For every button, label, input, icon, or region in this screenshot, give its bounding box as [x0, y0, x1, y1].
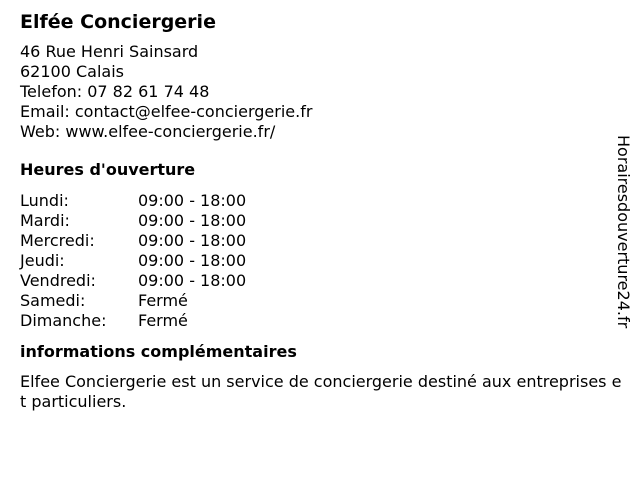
- hours-row-wednesday: [20, 231, 610, 251]
- hours-row-tuesday: [20, 211, 610, 231]
- hours-time: Fermé: [138, 291, 188, 310]
- hours-time: Fermé: [138, 311, 188, 330]
- hours-time: 09:00 - 18:00: [138, 191, 247, 210]
- hours-row-monday: [20, 191, 610, 211]
- hours-row-friday: [20, 271, 610, 291]
- hours-day: Vendredi:: [20, 271, 96, 290]
- email-address: Email: contact@elfee-conciergerie.fr: [20, 102, 313, 121]
- business-name: Elfée Conciergerie: [20, 11, 216, 33]
- hours-row-sunday: [20, 311, 610, 331]
- address-city: 62100 Calais: [20, 62, 124, 81]
- website-address: Web: www.elfee-conciergerie.fr/: [20, 122, 276, 141]
- hours-day: Dimanche:: [20, 311, 107, 330]
- phone-number: Telefon: 07 82 61 74 48: [20, 82, 210, 101]
- hours-time: 09:00 - 18:00: [138, 251, 247, 270]
- opening-hours-table: [20, 191, 610, 331]
- additional-info-description: Elfee Conciergerie est un service de conciergerie destiné aux entreprises et particuliers.: [20, 372, 622, 411]
- hours-time: 09:00 - 18:00: [138, 231, 247, 250]
- additional-info-title: informations complémentaires: [20, 342, 297, 361]
- hours-day: Mercredi:: [20, 231, 95, 250]
- hours-day: Mardi:: [20, 211, 70, 230]
- hours-day: Jeudi:: [20, 251, 65, 270]
- opening-hours-title: Heures d'ouverture: [20, 160, 196, 179]
- hours-time: 09:00 - 18:00: [138, 211, 247, 230]
- hours-day: Lundi:: [20, 191, 69, 210]
- address-street: 46 Rue Henri Sainsard: [20, 42, 199, 61]
- site-watermark: Horairesdouverture24.fr: [614, 135, 633, 329]
- hours-day: Samedi:: [20, 291, 86, 310]
- hours-time: 09:00 - 18:00: [138, 271, 247, 290]
- hours-row-thursday: [20, 251, 610, 271]
- business-card: [20, 8, 622, 412]
- hours-row-saturday: [20, 291, 610, 311]
